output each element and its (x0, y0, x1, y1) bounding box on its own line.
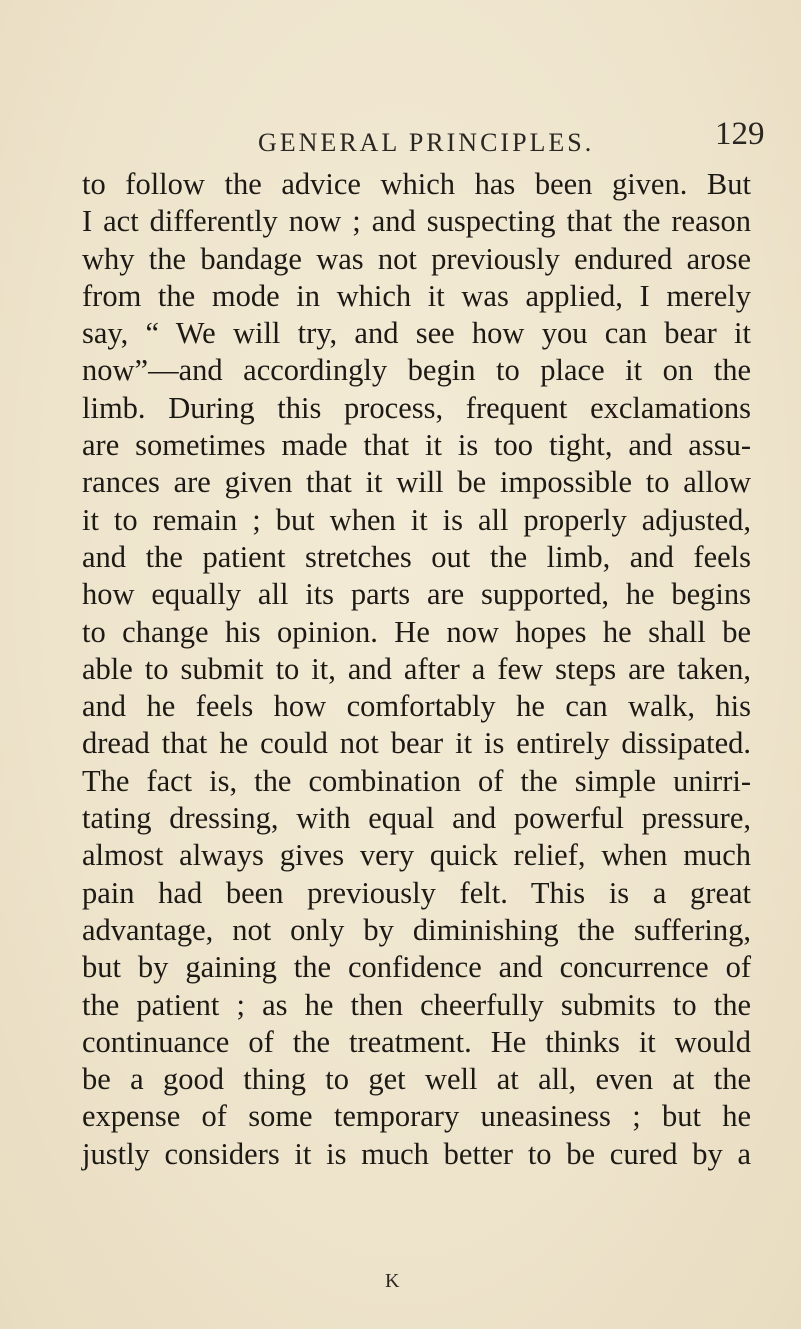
text-line: The fact is, the combination of the simple unirri- (82, 763, 751, 798)
text-line: advantage, not only by diminishing the suffering, (82, 912, 751, 947)
text-line: how equally all its parts are supported, he begins (82, 577, 751, 612)
text-line: justly considers it is much better to be cured by a (82, 1136, 751, 1171)
page-number: 129 (715, 116, 765, 152)
text-line: the patient ; as he then cheerfully submits to the (82, 987, 751, 1022)
text-line: pain had been previously felt. This is a great (82, 875, 751, 910)
signature-mark: K (385, 1270, 400, 1292)
text-line: it to remain ; but when it is all properly adjusted, (82, 502, 751, 537)
text-line: and he feels how comfortably he can walk, his (82, 689, 751, 724)
text-line: I act differently now ; and suspecting that the reason (82, 204, 751, 239)
text-line: are sometimes made that it is too tight, and assu- (82, 428, 751, 463)
text-line: almost always gives very quick relief, when much (82, 838, 751, 873)
text-line: to change his opinion. He now hopes he shall be (82, 614, 751, 649)
text-line: be a good thing to get well at all, even at the (82, 1062, 751, 1097)
text-line: dread that he could not bear it is entirely dissipated. (82, 726, 751, 761)
text-line: and the patient stretches out the limb, and feels (82, 539, 751, 574)
text-line: but by gaining the confidence and concurrence of (82, 950, 751, 985)
text-line: say, “ We will try, and see how you can bear it (82, 316, 751, 351)
text-line: able to submit to it, and after a few steps are taken, (82, 651, 751, 686)
text-line: expense of some temporary uneasiness ; but he (82, 1099, 751, 1134)
text-line: now”—and accordingly begin to place it on the (82, 353, 751, 388)
text-line: tating dressing, with equal and powerful pressure, (82, 801, 751, 836)
text-line: limb. During this process, frequent exclamations (82, 390, 751, 425)
text-line: to follow the advice which has been given. But (82, 167, 751, 201)
text-line: continuance of the treatment. He thinks it would (82, 1024, 751, 1059)
text-line: rances are given that it will be impossible to allow (82, 465, 751, 500)
running-head: GENERAL PRINCIPLES. (258, 128, 595, 157)
body-text (82, 166, 751, 1173)
text-line: why the bandage was not previously endured arose (82, 241, 751, 276)
text-line: from the mode in which it was applied, I merely (82, 278, 751, 313)
